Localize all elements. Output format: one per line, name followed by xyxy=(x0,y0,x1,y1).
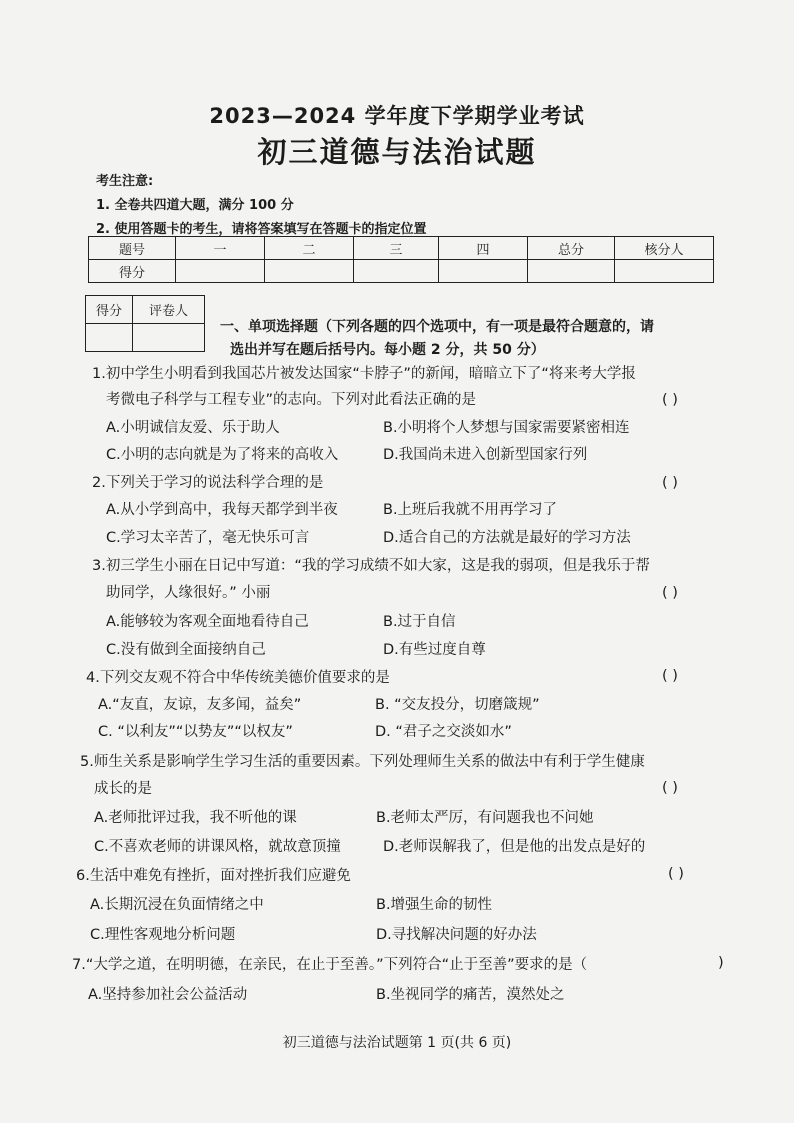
grader-table xyxy=(85,295,205,352)
option: B.老师太严厉，有问题我也不问她 xyxy=(376,810,594,826)
score-cell xyxy=(528,260,615,283)
option: A.小明诚信友爱、乐于助人 xyxy=(106,420,280,436)
question-stem: 1.初中学生小明看到我国芯片被发达国家“卡脖子”的新闻，暗暗立下了“将来考大学报 xyxy=(92,366,636,382)
grader-name-cell xyxy=(133,324,205,352)
page-footer: 初三道德与法治试题第 1 页(共 6 页) xyxy=(282,1035,512,1051)
score-cell xyxy=(439,260,528,283)
option: D.老师误解我了，但是他的出发点是好的 xyxy=(383,839,646,855)
option: C.没有做到全面接纳自己 xyxy=(106,642,266,658)
score-cell xyxy=(176,260,265,283)
option: A.能够较为客观全面地看待自己 xyxy=(106,614,309,630)
exam-year-title: 2023—2024 学年度下学期学业考试 xyxy=(209,104,585,128)
question-stem: 5.师生关系是影响学生学习生活的重要因素。下列处理师生关系的做法中有利于学生健康 xyxy=(80,754,645,770)
score-table-header: 三 xyxy=(354,237,439,260)
option: B.过于自信 xyxy=(383,614,456,630)
option: B. “交友投分，切磨箴规” xyxy=(375,697,540,713)
answer-paren: ( ) xyxy=(662,668,678,684)
question-stem: 7.“大学之道，在明明德，在亲民，在止于至善。”下列符合“止于至善”要求的是（ xyxy=(72,957,588,973)
score-table-header: 四 xyxy=(439,237,528,260)
option: A.“友直，友谅，友多闻，益矣” xyxy=(98,697,302,713)
option: D.适合自己的方法就是最好的学习方法 xyxy=(383,530,631,546)
notice-item: 2. 使用答题卡的考生，请将答案填写在答题卡的指定位置 xyxy=(96,222,427,237)
option: A.长期沉浸在负面情绪之中 xyxy=(90,897,264,913)
option: B.增强生命的韧性 xyxy=(376,897,493,913)
question-stem: 2.下列关于学习的说法科学合理的是 xyxy=(92,475,324,491)
grader-score-cell xyxy=(86,324,133,352)
question-stem: 助同学，人缘很好。” 小丽 xyxy=(106,585,271,601)
question-stem: 6.生活中难免有挫折，面对挫折我们应避免 xyxy=(76,868,351,884)
option: D.寻找解决问题的好办法 xyxy=(376,927,537,943)
option: B.小明将个人梦想与国家需要紧密相连 xyxy=(383,420,630,436)
score-table-header: 题号 xyxy=(89,237,176,260)
answer-paren-close: ) xyxy=(718,955,724,971)
score-table xyxy=(88,236,714,283)
score-table-header: 一 xyxy=(176,237,265,260)
answer-paren: ( ) xyxy=(662,585,678,601)
answer-paren: ( ) xyxy=(668,866,684,882)
exam-subject-title: 初三道德与法治试题 xyxy=(257,135,537,169)
score-cell xyxy=(615,260,714,283)
option: A.老师批评过我，我不听他的课 xyxy=(94,810,297,826)
option: A.从小学到高中，我每天都学到半夜 xyxy=(106,502,338,518)
grader-name-label: 评卷人 xyxy=(133,296,205,324)
score-table-header: 总分 xyxy=(528,237,615,260)
option: C.理性客观地分析问题 xyxy=(90,927,236,943)
option: C.学习太辛苦了，毫无快乐可言 xyxy=(106,530,310,546)
question-stem: 考微电子科学与工程专业”的志向。下列对此看法正确的是 xyxy=(106,392,477,408)
grader-score-label: 得分 xyxy=(86,296,133,324)
option: C.小明的志向就是为了将来的高收入 xyxy=(106,447,339,463)
option: B.坐视同学的痛苦，漠然处之 xyxy=(376,987,565,1003)
option: C. “以利友”“以势友”“以权友” xyxy=(98,724,293,740)
question-stem: 4.下列交友观不符合中华传统美德价值要求的是 xyxy=(86,670,390,686)
score-row-label: 得分 xyxy=(89,260,176,283)
answer-paren: ( ) xyxy=(662,475,678,491)
score-table-header: 核分人 xyxy=(615,237,714,260)
question-stem: 成长的是 xyxy=(94,781,152,797)
notice-item: 1. 全卷共四道大题，满分 100 分 xyxy=(96,198,294,213)
answer-paren: ( ) xyxy=(662,392,678,408)
option: B.上班后我就不用再学习了 xyxy=(383,502,558,518)
answer-paren: ( ) xyxy=(662,780,678,796)
score-table-header: 二 xyxy=(265,237,354,260)
section-heading-line: 一、单项选择题（下列各题的四个选项中，有一项是最符合题意的，请 xyxy=(220,319,654,335)
option: C.不喜欢老师的讲课风格，就故意顶撞 xyxy=(94,839,341,855)
option: A.坚持参加社会公益活动 xyxy=(88,987,248,1003)
option: D.有些过度自尊 xyxy=(383,642,486,658)
notice-heading: 考生注意: xyxy=(96,174,154,189)
option: D. “君子之交淡如水” xyxy=(375,724,512,740)
section-heading xyxy=(220,316,725,362)
question-stem: 3.初三学生小丽在日记中写道：“我的学习成绩不如大家，这是我的弱项，但是我乐于帮 xyxy=(92,558,650,574)
score-cell xyxy=(354,260,439,283)
score-cell xyxy=(265,260,354,283)
option: D.我国尚未进入创新型国家行列 xyxy=(383,447,588,463)
section-heading-line: 选出并写在题后括号内。每小题 2 分，共 50 分） xyxy=(230,342,545,358)
